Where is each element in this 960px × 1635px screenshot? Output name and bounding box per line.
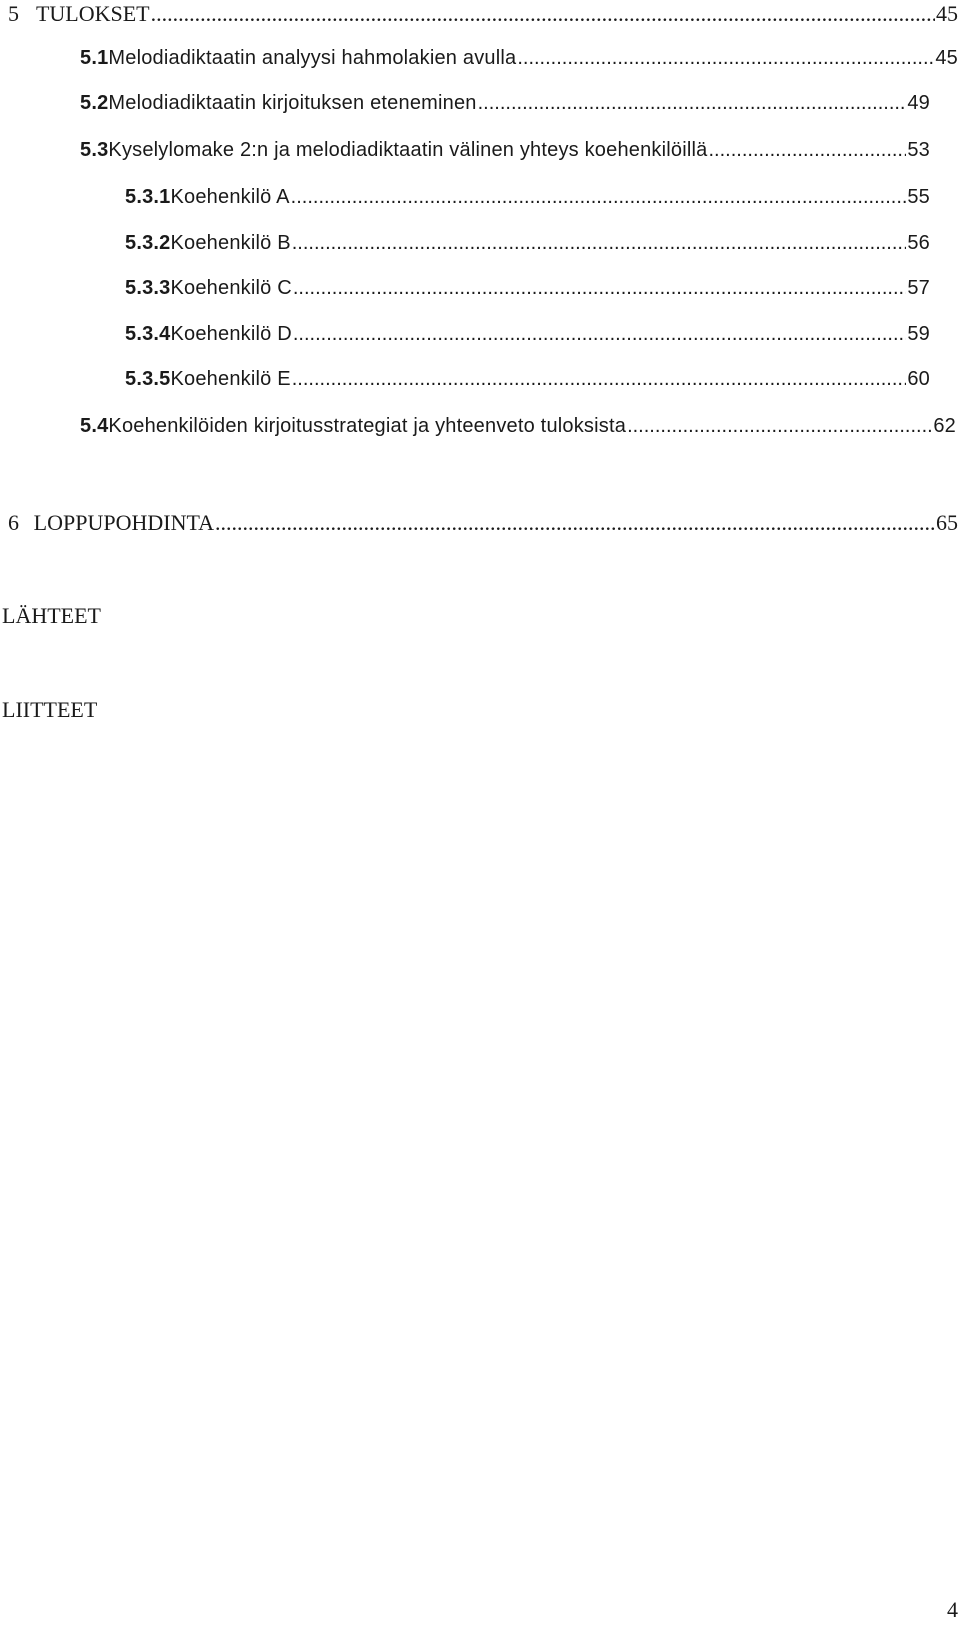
- toc-entry-page: 49: [907, 92, 930, 114]
- toc-entry-5-4: [80, 414, 956, 438]
- toc-entry-number: 5.4: [80, 415, 109, 437]
- toc-entry-page: 62: [933, 415, 956, 437]
- toc-leader-dots: [293, 322, 906, 346]
- toc-entry-number: 5.3.4: [125, 323, 171, 345]
- toc-entry-number: 5.3: [80, 139, 109, 161]
- toc-entry-page: 45: [935, 47, 958, 69]
- toc-entry-page: 55: [907, 186, 930, 208]
- toc-entry-number: 5.3.3: [125, 277, 171, 299]
- toc-entry-5-3: [80, 138, 930, 162]
- toc-entry-title: Koehenkilö B: [170, 232, 291, 254]
- toc-entry-title: LOPPUPOHDINTA: [33, 510, 215, 535]
- toc-entry-5-2: [80, 91, 930, 115]
- toc-entry-number: 5: [8, 1, 19, 26]
- toc-leader-dots: [627, 414, 932, 438]
- toc-leader-dots: [292, 231, 907, 255]
- toc-entry-page: 57: [907, 277, 930, 299]
- toc-leader-dots: [709, 138, 907, 162]
- toc-entry-title: Koehenkilö D: [170, 323, 292, 345]
- toc-leader-dots: [215, 510, 935, 536]
- toc-entry-title: Kyselylomake 2:n ja melodiadiktaatin välinen yhteys koehenkilöillä: [108, 139, 708, 161]
- toc-entry-title: Koehenkilöiden kirjoitusstrategiat ja yhteenveto tuloksista: [108, 415, 627, 437]
- toc-entry-page: 60: [907, 368, 930, 390]
- toc-entry-liitteet: LIITTEET: [2, 697, 98, 722]
- toc-entry-page: 65: [936, 510, 958, 535]
- toc-entry-number: 6: [8, 510, 19, 535]
- toc-entry-5-3-4: [125, 322, 930, 346]
- toc-entry-title: Koehenkilö E: [170, 368, 291, 390]
- toc-entry-5-1: [80, 46, 958, 70]
- toc-entry-title: Melodiadiktaatin kirjoituksen eteneminen: [108, 92, 477, 114]
- toc-leader-dots: [478, 91, 907, 115]
- toc-entry-5-3-3: [125, 276, 930, 300]
- toc-entry-title: TULOKSET: [35, 1, 150, 26]
- toc-entry-number: 5.3.5: [125, 368, 171, 390]
- toc-entry-title: Koehenkilö C: [170, 277, 292, 299]
- toc-entry-chapter-5: [8, 1, 958, 27]
- toc-leader-dots: [151, 1, 935, 27]
- toc-entry-page: 45: [936, 1, 958, 26]
- toc-entry-title: Koehenkilö A: [170, 186, 290, 208]
- toc-entry-5-3-1: [125, 185, 930, 209]
- toc-entry-chapter-6: [8, 510, 958, 536]
- toc-entry-page: 53: [907, 139, 930, 161]
- toc-entry-lahteet: LÄHTEET: [2, 603, 101, 628]
- toc-entry-title: Melodiadiktaatin analyysi hahmolakien avulla: [108, 47, 517, 69]
- toc-entry-number: 5.2: [80, 92, 109, 114]
- toc-entry-page: 56: [907, 232, 930, 254]
- toc-entry-number: 5.1: [80, 47, 109, 69]
- toc-leader-dots: [292, 367, 907, 391]
- page-number: 4: [947, 1597, 958, 1622]
- toc-leader-dots: [293, 276, 906, 300]
- toc-entry-5-3-5: [125, 367, 930, 391]
- toc-entry-number: 5.3.1: [125, 186, 171, 208]
- toc-leader-dots: [517, 46, 934, 70]
- toc-entry-number: 5.3.2: [125, 232, 171, 254]
- toc-entry-5-3-2: [125, 231, 930, 255]
- toc-entry-page: 59: [907, 323, 930, 345]
- toc-leader-dots: [291, 185, 907, 209]
